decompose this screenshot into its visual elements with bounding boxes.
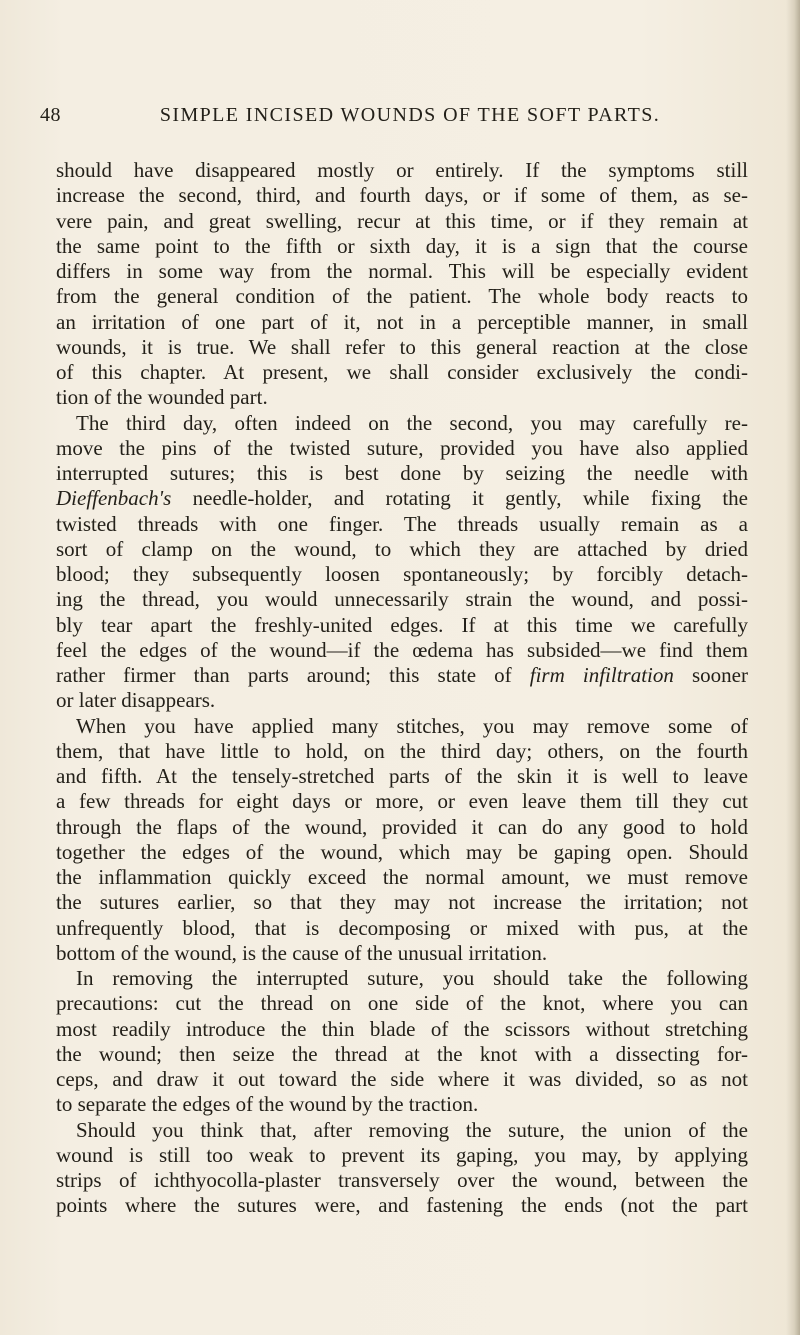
text-line: from the general condition of the patient. The whole body reacts to <box>56 284 748 309</box>
text-line-italic-start <box>56 486 748 511</box>
text-line: through the flaps of the wound, provided it can do any good to hold <box>56 814 748 839</box>
text-line: The third day, often indeed on the second, you may carefully re- <box>76 410 748 435</box>
text-line: them, that have little to hold, on the third day; others, on the fourth <box>56 738 748 763</box>
text-line: ceps, and draw it out toward the side where it was divided, so as not <box>56 1067 748 1091</box>
text-line-start: rather firmer than parts around; this state of <box>56 663 530 687</box>
text-line: strips of ichthyocolla-plaster transversely over the wound, between the <box>56 1168 748 1192</box>
text-line: the sutures earlier, so that they may not increase the irritation; not <box>56 890 748 915</box>
text-line: precautions: cut the thread on one side of the knot, where you can <box>56 991 748 1016</box>
text-line: vere pain, and great swelling, recur at this time, or if they remain at <box>56 208 748 233</box>
text-line-italic-end <box>56 663 748 688</box>
text-line: blood; they subsequently loosen spontaneously; by forcibly detach- <box>56 562 748 586</box>
text-line: unfrequently blood, that is decomposing or mixed with pus, at the <box>56 915 748 940</box>
text-line: In removing the interrupted suture, you should take the following <box>76 966 748 990</box>
text-line: or later disappears. <box>56 688 216 713</box>
text-line: of this chapter. At present, we shall consider exclusively the condi- <box>56 360 748 384</box>
text-line: to separate the edges of the wound by the traction. <box>56 1092 479 1117</box>
text-line: tion of the wounded part. <box>56 385 268 410</box>
text-line-rest: sooner <box>673 663 748 687</box>
text-line: bly tear apart the freshly-united edges. If at this time we carefully <box>56 612 748 637</box>
italic-name: Dieffenbach's <box>56 486 172 511</box>
text-line: wound is still too weak to prevent its gaping, you may, by applying <box>56 1142 748 1167</box>
text-line: together the edges of the wound, which may be gaping open. Should <box>56 839 748 864</box>
text-line: most readily introduce the thin blade of the scissors without stretching <box>56 1016 748 1041</box>
text-line: the wound; then seize the thread at the knot with a dissecting for- <box>56 1041 748 1066</box>
text-line: twisted threads with one finger. The threads usually remain as a <box>56 511 748 536</box>
text-line: move the pins of the twisted suture, provided you have also applied <box>56 435 748 460</box>
text-line: wounds, it is true. We shall refer to this general reaction at the close <box>56 334 748 359</box>
text-line: ing the thread, you would unnecessarily strain the wound, and possi- <box>56 587 748 612</box>
text-line: should have disappeared mostly or entirely. If the symptoms still <box>56 158 748 182</box>
text-line: an irritation of one part of it, not in a perceptible manner, in small <box>56 309 748 334</box>
text-line: When you have applied many stitches, you may remove some of <box>76 713 748 738</box>
text-line: the same point to the fifth or sixth day, it is a sign that the course <box>56 233 748 258</box>
text-line: increase the second, third, and fourth days, or if some of them, as se- <box>56 183 748 208</box>
text-line: interrupted sutures; this is best done by seizing the needle with <box>56 461 748 485</box>
text-line: feel the edges of the wound—if the œdema has subsided—we find them <box>56 637 748 662</box>
page-number: 48 <box>40 104 61 126</box>
text-line: Should you think that, after removing the suture, the union of the <box>76 1117 748 1142</box>
text-line: differs in some way from the normal. This will be especially evident <box>56 259 748 283</box>
text-line: sort of clamp on the wound, to which they are attached by dried <box>56 536 748 561</box>
body-text <box>56 158 748 1219</box>
italic-phrase: firm infiltration <box>529 663 674 687</box>
page-edge-shadow <box>786 0 800 1335</box>
text-line: the inflammation quickly exceed the normal amount, we must remove <box>56 865 748 889</box>
text-line: bottom of the wound, is the cause of the unusual irritation. <box>56 940 548 965</box>
text-line: points where the sutures were, and fastening the ends (not the part <box>56 1193 748 1218</box>
text-line: and fifth. At the tensely-stretched parts of the skin it is well to leave <box>56 764 748 788</box>
text-line-rest: needle-holder, and rotating it gently, while fixing the <box>171 486 748 511</box>
page-header <box>40 104 780 134</box>
running-head: SIMPLE INCISED WOUNDS OF THE SOFT PARTS. <box>159 104 661 126</box>
text-line: a few threads for eight days or more, or even leave them till they cut <box>56 789 748 814</box>
